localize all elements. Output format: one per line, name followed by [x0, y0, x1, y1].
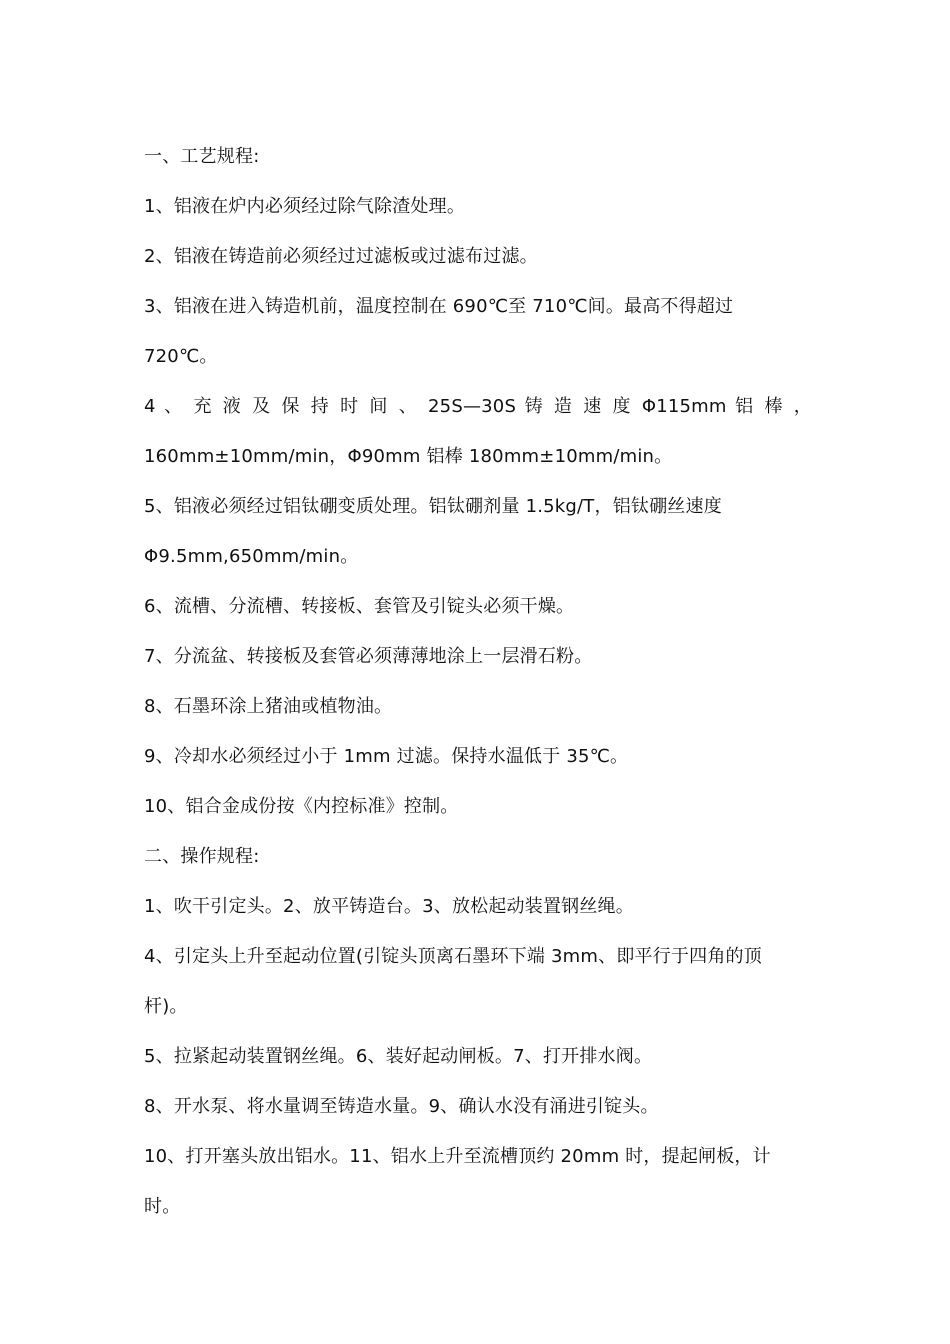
paragraph-line: 10、打开塞头放出铝水。11、铝水上升至流槽顶约 20mm 时，提起闸板，计 [144, 1146, 771, 1167]
document-body [144, 132, 812, 1232]
paragraph-line: 1、铝液在炉内必须经过除气除渣处理。 [144, 196, 466, 217]
paragraph-line: 10、铝合金成份按《内控标准》控制。 [144, 796, 459, 817]
paragraph-line: 720℃。 [144, 346, 218, 367]
paragraph-line: 1、吹干引定头。2、放平铸造台。3、放松起动装置钢丝绳。 [144, 896, 634, 917]
paragraph-line: 7、分流盆、转接板及套管必须薄薄地涂上一层滑石粉。 [144, 646, 593, 667]
paragraph-line: 9、冷却水必须经过小于 1mm 过滤。保持水温低于 35℃。 [144, 746, 629, 767]
section-heading-process-rules: 一、工艺规程: [144, 146, 260, 167]
paragraph-line: 3、铝液在进入铸造机前，温度控制在 690℃至 710℃间。最高不得超过 [144, 296, 734, 317]
paragraph-line-justified: 4 、 充 液 及 保 持 时 间 、 25S—30S 铸 造 速 度 Φ115mm 铝 棒 ， [144, 396, 812, 417]
section-heading-operation-rules: 二、操作规程: [144, 846, 260, 867]
paragraph-line: 160mm±10mm/min，Φ90mm 铝棒 180mm±10mm/min。 [144, 446, 673, 467]
paragraph-line: Φ9.5mm,650mm/min。 [144, 546, 359, 567]
paragraph-line: 6、流槽、分流槽、转接板、套管及引锭头必须干燥。 [144, 596, 575, 617]
paragraph-line: 4、引定头上升至起动位置(引锭头顶离石墨环下端 3mm、即平行于四角的顶 [144, 946, 762, 967]
paragraph-line: 5、铝液必须经过铝钛硼变质处理。铝钛硼剂量 1.5kg/T，铝钛硼丝速度 [144, 496, 722, 517]
paragraph-line: 8、石墨环涂上猪油或植物油。 [144, 696, 393, 717]
paragraph-line: 时。 [144, 1196, 181, 1217]
paragraph-line: 杆)。 [144, 996, 188, 1017]
paragraph-line: 5、拉紧起动装置钢丝绳。6、装好起动闸板。7、打开排水阀。 [144, 1046, 653, 1067]
paragraph-line: 2、铝液在铸造前必须经过过滤板或过滤布过滤。 [144, 246, 538, 267]
paragraph-line: 8、开水泵、将水量调至铸造水量。9、确认水没有涌进引锭头。 [144, 1096, 659, 1117]
